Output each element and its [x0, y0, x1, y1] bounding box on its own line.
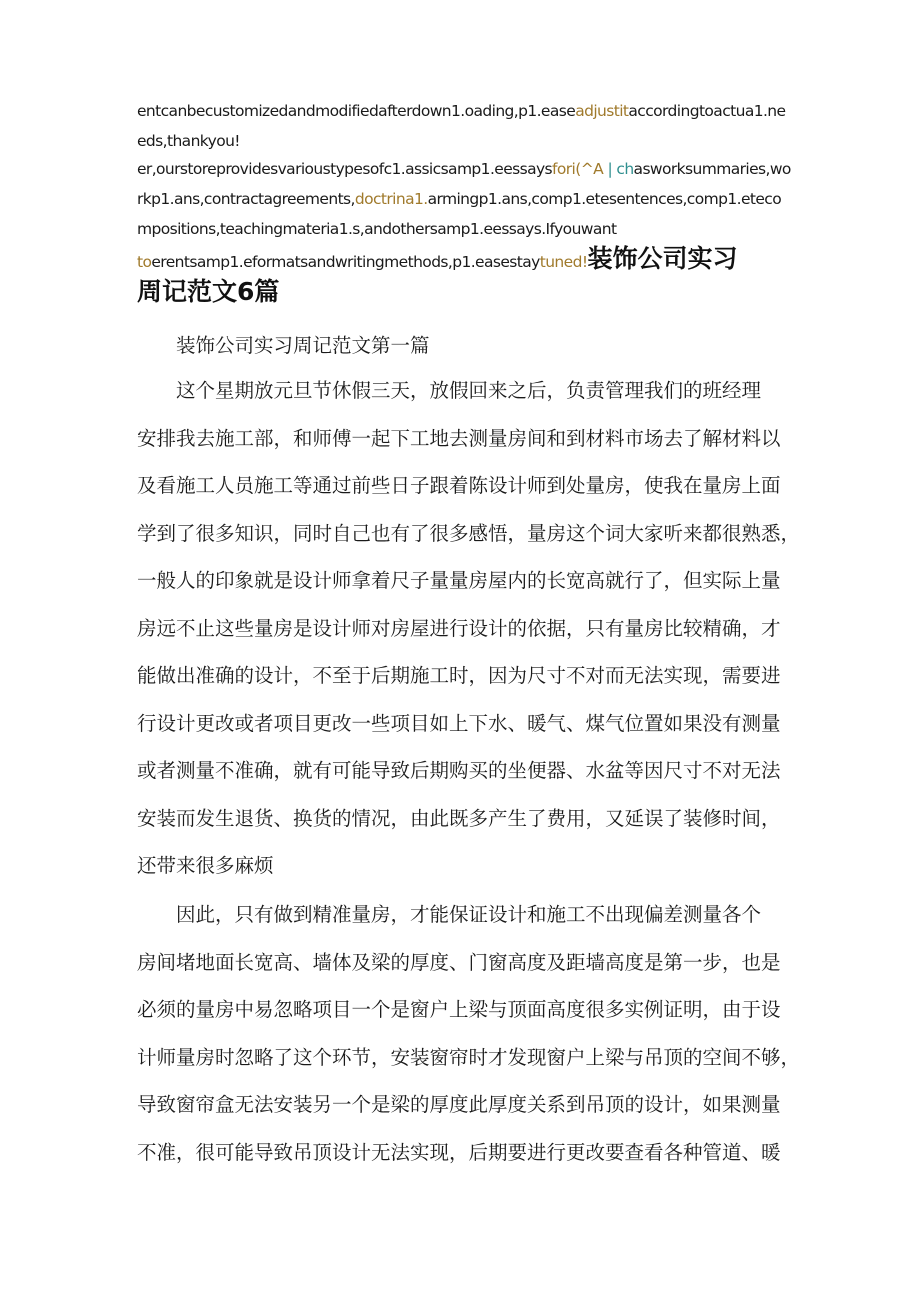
article-paragraph-1	[137, 367, 801, 890]
document-title-continued: 周记范文6篇	[137, 277, 280, 306]
paragraph-line: 房远不止这些量房是设计师对房屋进行设计的依据，只有量房比较精确，才	[137, 616, 781, 640]
paragraph-line: 或者测量不准确，就有可能导致后期购买的坐便器、水盆等因尺寸不对无法	[137, 759, 781, 782]
paragraph-line: 一般人的印象就是设计师拿着尺子量量房屋内的长宽高就行了，但实际上量	[137, 569, 781, 592]
paragraph-line: 行设计更改或者项目更改一些项目如上下水、暖气、煤气位置如果没有测量	[137, 711, 781, 735]
paragraph-line: 还带来很多麻烦	[137, 854, 274, 877]
intro-text: asworksummaries,workp1.ans,contractagreements,	[137, 160, 791, 208]
intro-highlight: fori(^A	[552, 160, 604, 178]
paragraph-line: 导致窗帘盒无法安装另一个是梁的厚度此厚度关系到吊顶的设计，如果测量	[137, 1093, 781, 1116]
paragraph-line: 学到了很多知识，同时自己也有了很多感悟，量房这个词大家听来都很熟悉，	[137, 521, 801, 545]
intro-text: er,ourstoreprovidesvarioustypesofc1.assicsamp1.eessays	[137, 160, 553, 178]
article-heading	[137, 322, 792, 370]
paragraph-line: 计师量房时忽略了这个环节，安装窗帘时才发现窗户上梁与吊顶的空间不够，	[137, 1045, 801, 1069]
intro-store-paragraph	[137, 154, 792, 277]
paragraph-line: 安装而发生退货、换货的情况，由此既多产生了费用，又延误了装修时间，	[137, 806, 781, 830]
article-paragraph-2	[137, 891, 801, 1176]
intro-highlight: to	[137, 253, 152, 271]
intro-highlight: doctrina1.	[354, 190, 428, 208]
paragraph-line: 这个星期放元旦节休假三天，放假回来之后，负责管理我们的班经理	[176, 379, 762, 402]
paragraph-line: 因此，只有做到精准量房，才能保证设计和施工不出现偏差测量各个	[176, 903, 762, 926]
intro-text: erentsamp1.eformatsandwritingmethods,p1.easestay	[151, 253, 540, 271]
document-title: 装饰公司实习	[587, 244, 738, 273]
intro-text: entcanbecustomizedandmodifiedafterdown1.oading,p1.ease	[137, 102, 576, 120]
intro-highlight: adjustit	[575, 102, 629, 120]
paragraph-line: 不准，很可能导致吊顶设计无法实现，后期要进行更改要查看各种管道、暖	[137, 1140, 781, 1164]
intro-text: accordingtoactua1.needs,thankyou!	[137, 102, 786, 150]
paragraph-line: 及看施工人员施工等通过前些日子跟着陈设计师到处量房，使我在量房上面	[137, 474, 781, 497]
paragraph-line: 安排我去施工部，和师傅一起下工地去测量房间和到材料市场去了解材料以	[137, 426, 781, 450]
intro-notice-line	[137, 96, 792, 156]
paragraph-line: 能做出准确的设计，不至于后期施工时，因为尺寸不对而无法实现，需要进	[137, 664, 781, 687]
paragraph-line: 房间堵地面长宽高、墙体及梁的厚度、门窗高度及距墙高度是第一步，也是	[137, 950, 781, 974]
article-heading-text: 装饰公司实习周记范文第一篇	[176, 334, 430, 357]
intro-highlight: ch	[616, 160, 634, 178]
intro-divider: |	[607, 160, 613, 178]
intro-text: armingp1.ans,comp1.etesentences,comp1.etecompositions,teachingmateria1.s,andothersamp1.eessays.Ifyouwant	[137, 190, 782, 238]
paragraph-line: 必须的量房中易忽略项目一个是窗户上梁与顶面高度很多实例证明，由于设	[137, 998, 781, 1021]
intro-highlight: tuned!	[539, 253, 588, 271]
